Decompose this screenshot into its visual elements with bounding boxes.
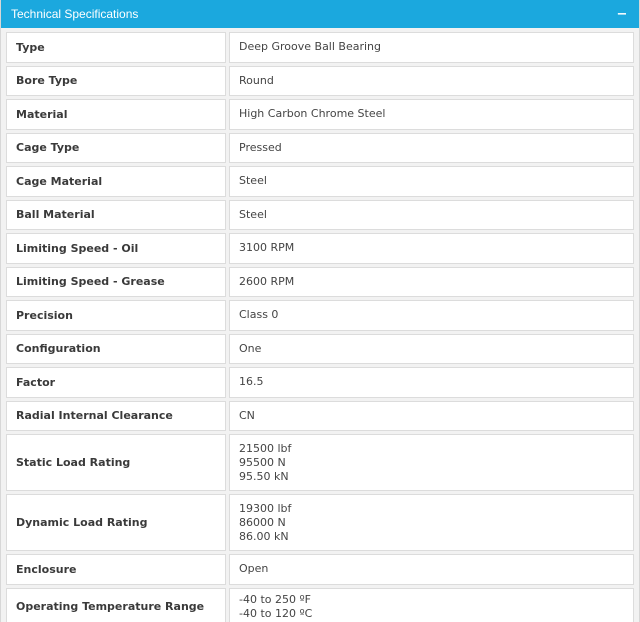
spec-label: Limiting Speed - Oil [6, 233, 226, 264]
table-row [6, 32, 634, 63]
spec-label: Configuration [6, 334, 226, 365]
spec-value-line: 86.00 kN [239, 529, 289, 543]
table-row [6, 334, 634, 365]
table-row [6, 133, 634, 164]
table-row [6, 300, 634, 331]
panel-header[interactable] [1, 0, 639, 28]
spec-value-line: CN [239, 408, 255, 422]
table-row [6, 99, 634, 130]
panel-title: Technical Specifications [11, 7, 139, 21]
spec-value-line: 3100 RPM [239, 241, 295, 255]
table-row [6, 66, 634, 97]
table-row [6, 434, 634, 491]
table-row [6, 166, 634, 197]
spec-value-line: Steel [239, 207, 267, 221]
spec-label: Factor [6, 367, 226, 398]
spec-value-line: 86000 N [239, 515, 286, 529]
spec-value [229, 233, 634, 264]
spec-label: Type [6, 32, 226, 63]
table-row [6, 200, 634, 231]
spec-value [229, 334, 634, 365]
spec-value [229, 300, 634, 331]
table-row [6, 588, 634, 622]
spec-value [229, 401, 634, 432]
spec-value-line: Steel [239, 174, 267, 188]
spec-value-line: High Carbon Chrome Steel [239, 107, 386, 121]
spec-value-line: 21500 lbf [239, 441, 292, 455]
spec-label: Limiting Speed - Grease [6, 267, 226, 298]
spec-value-line: Round [239, 73, 274, 87]
spec-value-line: 95.50 kN [239, 469, 289, 483]
spec-value [229, 434, 634, 491]
spec-label: Dynamic Load Rating [6, 494, 226, 551]
spec-value-line: Open [239, 562, 269, 576]
table-row [6, 367, 634, 398]
table-row [6, 401, 634, 432]
spec-value [229, 267, 634, 298]
spec-value [229, 133, 634, 164]
table-row [6, 233, 634, 264]
spec-value-line: -40 to 120 ºC [239, 606, 313, 620]
table-row [6, 494, 634, 551]
spec-value [229, 66, 634, 97]
spec-value [229, 200, 634, 231]
spec-label: Bore Type [6, 66, 226, 97]
table-row [6, 267, 634, 298]
spec-value [229, 367, 634, 398]
spec-value-line: 16.5 [239, 375, 264, 389]
spec-value [229, 588, 634, 622]
spec-value-line: 2600 RPM [239, 274, 295, 288]
spec-value-line: Deep Groove Ball Bearing [239, 40, 382, 54]
spec-label: Precision [6, 300, 226, 331]
spec-label: Radial Internal Clearance [6, 401, 226, 432]
spec-label: Cage Material [6, 166, 226, 197]
spec-value [229, 32, 634, 63]
spec-label: Static Load Rating [6, 434, 226, 491]
spec-value [229, 99, 634, 130]
table-row [6, 554, 634, 585]
spec-value-line: 95500 N [239, 455, 286, 469]
spec-value-line: Pressed [239, 140, 282, 154]
spec-value [229, 494, 634, 551]
collapse-icon[interactable]: − [616, 6, 628, 22]
specs-table [1, 28, 639, 622]
spec-label: Cage Type [6, 133, 226, 164]
spec-label: Operating Temperature Range [6, 588, 226, 622]
spec-value-line: 19300 lbf [239, 501, 292, 515]
spec-value-line: Class 0 [239, 308, 279, 322]
spec-value-line: One [239, 341, 262, 355]
spec-value-line: -40 to 250 ºF [239, 592, 312, 606]
spec-label: Ball Material [6, 200, 226, 231]
spec-value [229, 554, 634, 585]
spec-value [229, 166, 634, 197]
spec-label: Enclosure [6, 554, 226, 585]
spec-label: Material [6, 99, 226, 130]
